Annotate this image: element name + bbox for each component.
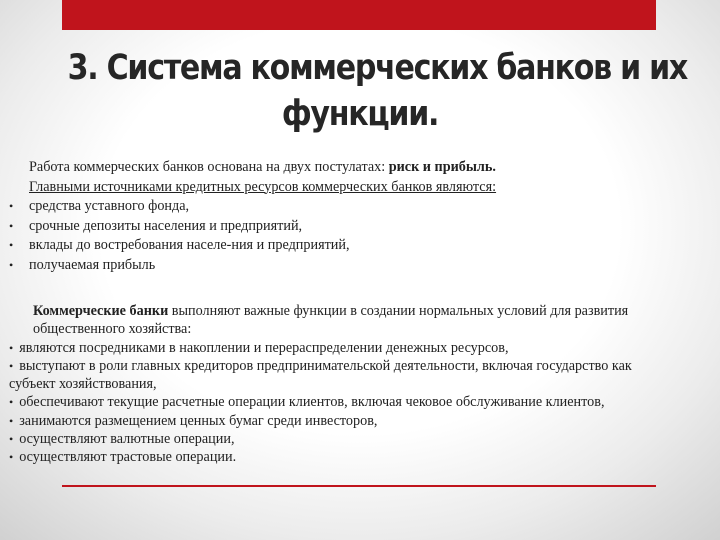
- list-item: [9, 197, 649, 217]
- bullet-icon: •: [9, 218, 14, 233]
- list-item-text: выступают в роли главных кредиторов предпринимательской деятельности, включая государство как субъект хозяйствования,: [9, 357, 632, 393]
- list-item: [9, 217, 649, 237]
- bullet-icon: •: [9, 257, 14, 272]
- list-item-text: средства уставного фонда,: [29, 198, 190, 214]
- list-item-text: получаемая прибыль: [29, 256, 156, 273]
- list-item: [9, 256, 649, 276]
- bullet-icon: •: [9, 450, 14, 465]
- bullet-icon: •: [9, 395, 14, 410]
- bullet-icon: •: [9, 199, 14, 213]
- intro-text: Работа коммерческих банков основана на двух постулатах:: [29, 159, 389, 175]
- title-line-2: функции.: [281, 94, 439, 134]
- bullet-icon: •: [9, 238, 14, 252]
- list-item-text: осуществляют трастовые операции.: [19, 449, 237, 466]
- title-line-1: 3. Система коммерческих банков и их: [67, 48, 688, 88]
- functions-intro-emphasis: Коммерческие банки: [33, 303, 169, 319]
- list-item: [9, 448, 663, 466]
- list-item-text: вклады до востребования населе-ния и предприятий,: [29, 237, 350, 253]
- list-item-text: срочные депозиты населения и предприятий,: [29, 217, 303, 234]
- functions-intro: [9, 302, 663, 339]
- list-item-text: занимаются размещением ценных бумаг среди инвесторов,: [19, 412, 378, 429]
- bottom-accent-line: [62, 485, 656, 487]
- bullet-icon: •: [9, 358, 14, 373]
- functions-intro-text: выполняют важные функции в создании нормальных условий для развития общественного хозяйства:: [33, 303, 629, 338]
- slide-title: [67, 45, 688, 137]
- list-item: [9, 236, 649, 256]
- list-item: [9, 430, 663, 448]
- list-item: [9, 393, 663, 411]
- sources-heading: Главными источниками кредитных ресурсов коммерческих банков являются:: [29, 178, 497, 195]
- intro-paragraph: [9, 158, 649, 178]
- section-functions: [9, 302, 663, 467]
- bullet-icon: •: [9, 340, 14, 355]
- list-item: [9, 412, 663, 430]
- list-item-text: осуществляют валютные операции,: [19, 431, 235, 448]
- intro-emphasis: риск и прибыль.: [388, 159, 496, 175]
- list-item-text: являются посредниками в накоплении и перераспределении денежных ресурсов,: [19, 339, 509, 356]
- list-item: [9, 339, 663, 357]
- bullet-icon: •: [9, 432, 14, 447]
- section-postulates: [9, 158, 649, 275]
- bullet-icon: •: [9, 413, 14, 428]
- list-item-text: обеспечивают текущие расчетные операции клиентов, включая чековое обслуживание клиентов,: [19, 394, 605, 411]
- list-item: [9, 357, 663, 394]
- top-accent-bar: [62, 0, 656, 30]
